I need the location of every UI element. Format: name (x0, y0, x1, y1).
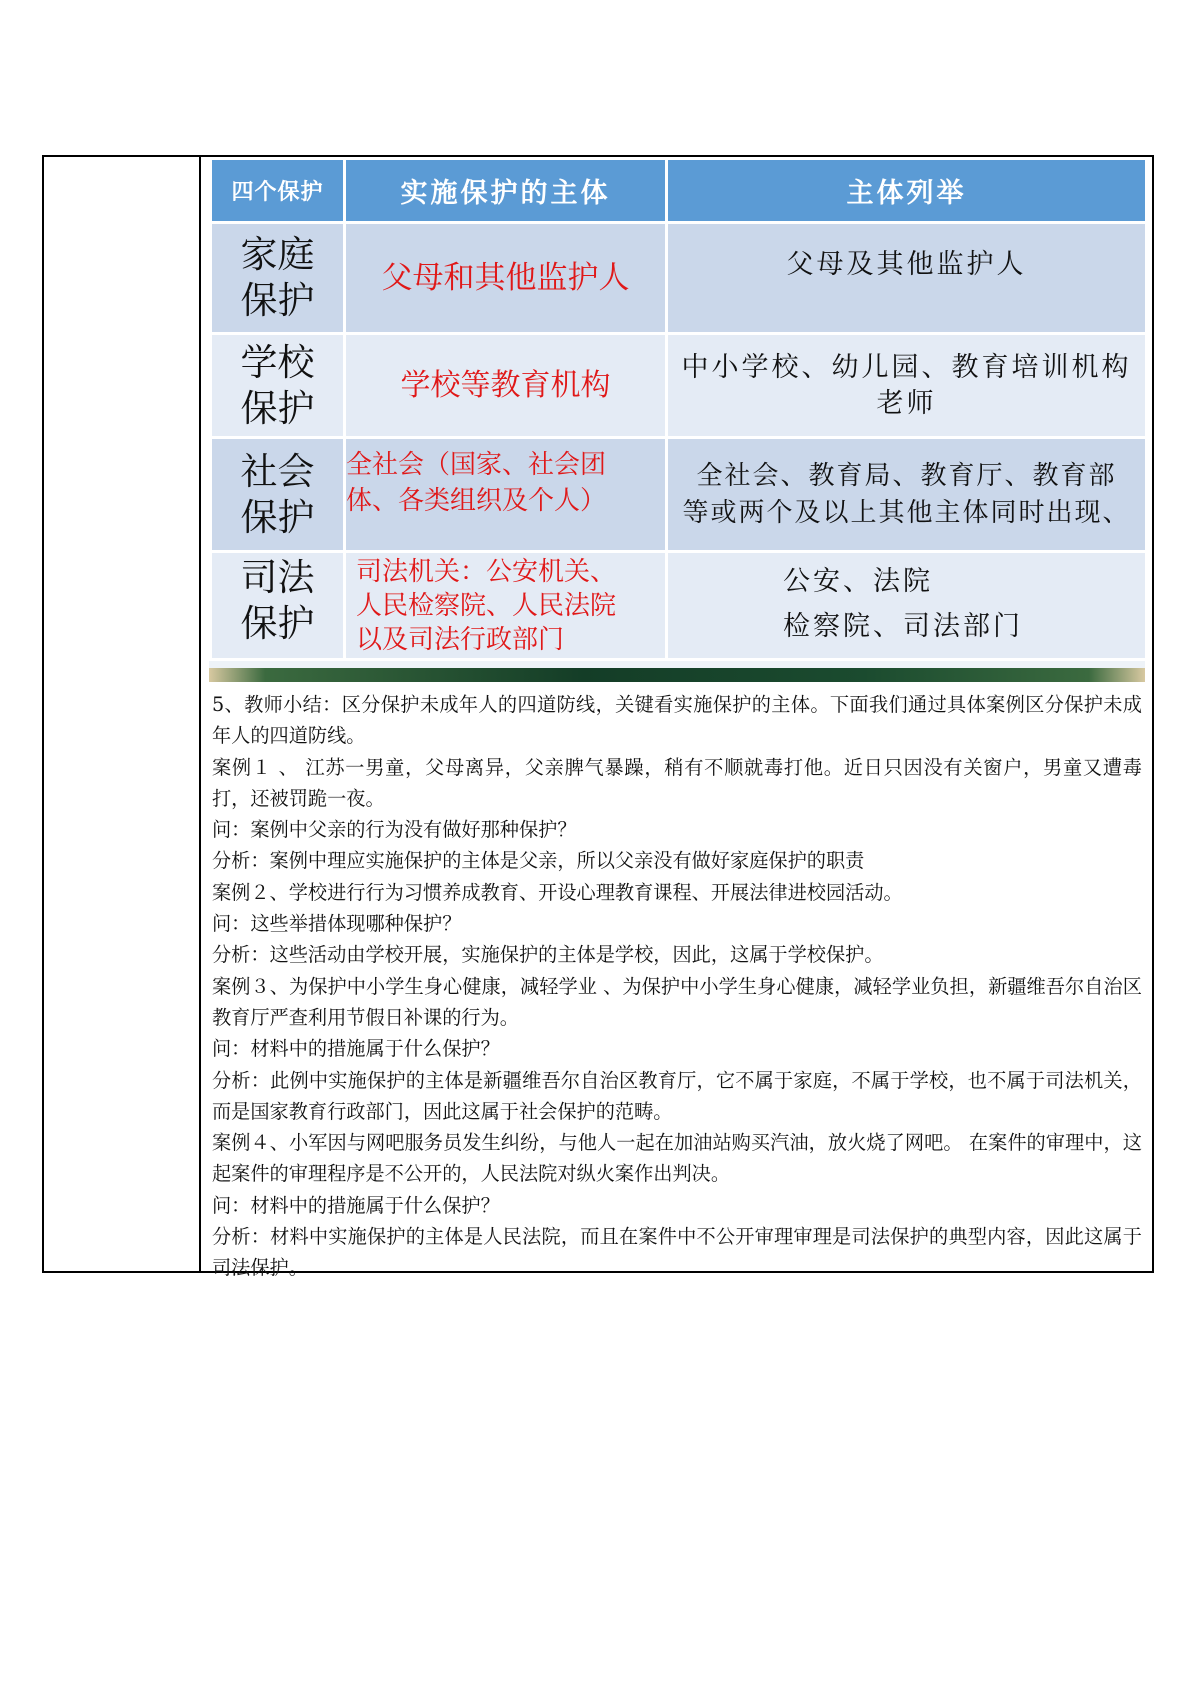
note-paragraph: 案例４、小军因与网吧服务员发生纠纷，与他人一起在加油站购买汽油，放火烧了网吧。 在案件的审理中，这起案件的审理程序是不公开的，人民法院对纵火案作出判决。 (212, 1131, 1142, 1186)
note-paragraph: 问：材料中的措施属于什么保护？ (212, 1193, 500, 1217)
protection-table (209, 157, 1145, 661)
note-paragraph: 分析：材料中实施保护的主体是人民法院，而且在案件中不公开审理审理是司法保护的典型内容，因此这属于司法保护。 (212, 1225, 1142, 1280)
table-row-family (211, 223, 1146, 334)
row-name-line: 司法 (240, 556, 315, 599)
table-row-society (211, 438, 1146, 552)
row-subject (345, 334, 667, 438)
note-paragraph: 5、教师小结：区分保护未成年人的四道防线，关键看实施保护的主体。下面我们通过具体案例区分保护未成年人的四道防线。 (212, 693, 1142, 748)
note-paragraph: 分析：此例中实施保护的主体是新疆维吾尔自治区教育厅，它不属于家庭，不属于学校，也不属于司法机关，而是国家教育行政部门，因此这属于社会保护的范畴。 (212, 1068, 1142, 1123)
row-subject-line: 人民检察院、人民法院 (356, 591, 617, 621)
note-paragraph: 分析：这些活动由学校开展，实施保护的主体是学校，因此，这属于学校保护。 (212, 943, 884, 967)
row-examples-line: 中小学校、幼儿园、教育培训机构 (681, 351, 1132, 383)
row-examples-line: 全社会、教育局、教育厅、教育部 (696, 460, 1117, 491)
row-examples-line: 检察院、司法部门 (783, 611, 1023, 642)
row-name-line: 学校 (240, 340, 315, 384)
note-paragraph: 分析：案例中理应实施保护的主体是父亲，所以父亲没有做好家庭保护的职责 (212, 849, 865, 873)
table-row-judicial (211, 552, 1146, 660)
table-header-row (211, 159, 1146, 223)
slide-bottom-strip (209, 668, 1145, 682)
row-examples (667, 438, 1146, 552)
note-paragraph: 案例１ 、 江苏一男童，父母离异，父亲脾气暴躁，稍有不顺就毒打他。近日只因没有关窗户，男童又遭毒打，还被罚跪一夜。 (212, 755, 1142, 810)
row-examples-line: 老师 (876, 387, 937, 419)
row-name (211, 438, 345, 552)
note-paragraph: 案例３、为保护中小学生身心健康，减轻学业 、为保护中小学生身心健康，减轻学业负担，新疆维吾尔自治区教育厅严查利用节假日补课的行为。 (212, 974, 1142, 1029)
row-subject-line: 司法机关：公安机关、 (356, 557, 617, 587)
lesson-notes (212, 689, 1142, 1284)
row-name-line: 社会 (240, 449, 315, 493)
row-subject (345, 438, 667, 552)
header-four-protections: 四个保护 (211, 159, 345, 223)
row-examples-line: 等或两个及以上其他主体同时出现、 (682, 497, 1131, 528)
slide-image (209, 157, 1145, 682)
row-subject-line: 体、各类组织及个人） (346, 486, 607, 516)
row-name-line: 保护 (240, 279, 315, 322)
row-subject (345, 552, 667, 660)
row-name-line: 保护 (240, 386, 315, 430)
row-subject-line: 父母和其他监护人 (381, 260, 630, 296)
row-name (211, 552, 345, 660)
column-divider (199, 157, 201, 1271)
outer-table (42, 155, 1154, 1280)
header-subject: 实施保护的主体 (345, 159, 667, 223)
row-examples-line: 公安、法院 (783, 566, 933, 597)
row-examples (667, 223, 1146, 334)
note-paragraph: 案例２、学校进行行为习惯养成教育、开设心理教育课程、开展法律进校园活动。 (212, 880, 903, 904)
note-paragraph: 问：案例中父亲的行为没有做好那种保护？ (212, 818, 577, 842)
row-name (211, 334, 345, 438)
note-paragraph: 问：这些举措体现哪种保护？ (212, 912, 462, 936)
row-name-line: 保护 (240, 602, 315, 645)
row-subject-line: 全社会（国家、社会团 (346, 450, 607, 480)
row-subject (345, 223, 667, 334)
row-subject-line: 学校等教育机构 (400, 367, 611, 403)
row-examples (667, 552, 1146, 660)
row-examples-line: 父母及其他监护人 (786, 249, 1027, 280)
note-paragraph: 问：材料中的措施属于什么保护？ (212, 1037, 500, 1061)
row-examples (667, 334, 1146, 438)
row-name (211, 223, 345, 334)
row-name-line: 保护 (240, 495, 315, 539)
table-row-school (211, 334, 1146, 438)
row-subject-line: 以及司法行政部门 (356, 625, 565, 655)
header-examples: 主体列举 (667, 159, 1146, 223)
row-name-line: 家庭 (240, 233, 315, 276)
